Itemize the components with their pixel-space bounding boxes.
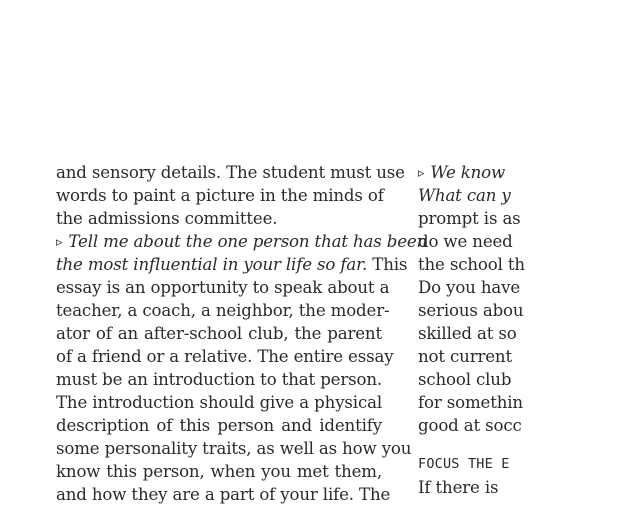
section-spacer xyxy=(418,437,618,453)
text-line: do we need xyxy=(418,232,513,251)
right-text-column xyxy=(418,161,618,499)
text-line: If there is xyxy=(418,478,499,497)
text-line: prompt is as xyxy=(418,209,521,228)
text-line: and sensory details. The student must use xyxy=(56,163,405,182)
essay-prompt-line xyxy=(418,161,618,184)
text-line: the admissions committee. xyxy=(56,209,278,228)
text-fragment: This xyxy=(372,255,408,274)
text-line: school club xyxy=(418,370,512,389)
text-line: of a friend or a relative. The entire essay xyxy=(56,347,394,366)
text-line: not current xyxy=(418,347,512,366)
text-line: skilled at so xyxy=(418,324,517,343)
text-line: description of this person and identify xyxy=(56,416,382,435)
essay-prompt-text: the most influential in your life so far. xyxy=(56,255,368,274)
text-line: some personality traits, as well as how you xyxy=(56,439,412,458)
bullet-arrow-icon: ▹ xyxy=(56,235,63,250)
essay-prompt-text: We know xyxy=(430,163,506,182)
text-line: words to paint a picture in the minds of xyxy=(56,186,384,205)
essay-prompt-text: What can y xyxy=(418,186,511,205)
text-line: teacher, a coach, a neighbor, the moder- xyxy=(56,301,390,320)
text-line: The introduction should give a physical xyxy=(56,393,382,412)
essay-prompt-line xyxy=(56,253,408,276)
text-line: essay is an opportunity to speak about a xyxy=(56,278,390,297)
left-text-column xyxy=(56,161,428,506)
text-line: the school th xyxy=(418,255,525,274)
section-heading: FOCUS THE E xyxy=(418,456,510,472)
bullet-arrow-icon: ▹ xyxy=(418,166,425,181)
text-line: good at socc xyxy=(418,416,522,435)
text-line: must be an introduction to that person. xyxy=(56,370,382,389)
essay-prompt-line xyxy=(56,230,428,253)
essay-prompt-text: Tell me about the one person that has been xyxy=(68,232,428,251)
text-line: and how they are a part of your life. The xyxy=(56,485,391,504)
text-line: know this person, when you met them, xyxy=(56,462,382,481)
text-line: ator of an after-school club, the parent xyxy=(56,324,382,343)
text-line: serious abou xyxy=(418,301,524,320)
text-line: Do you have xyxy=(418,278,521,297)
text-line: for somethin xyxy=(418,393,523,412)
